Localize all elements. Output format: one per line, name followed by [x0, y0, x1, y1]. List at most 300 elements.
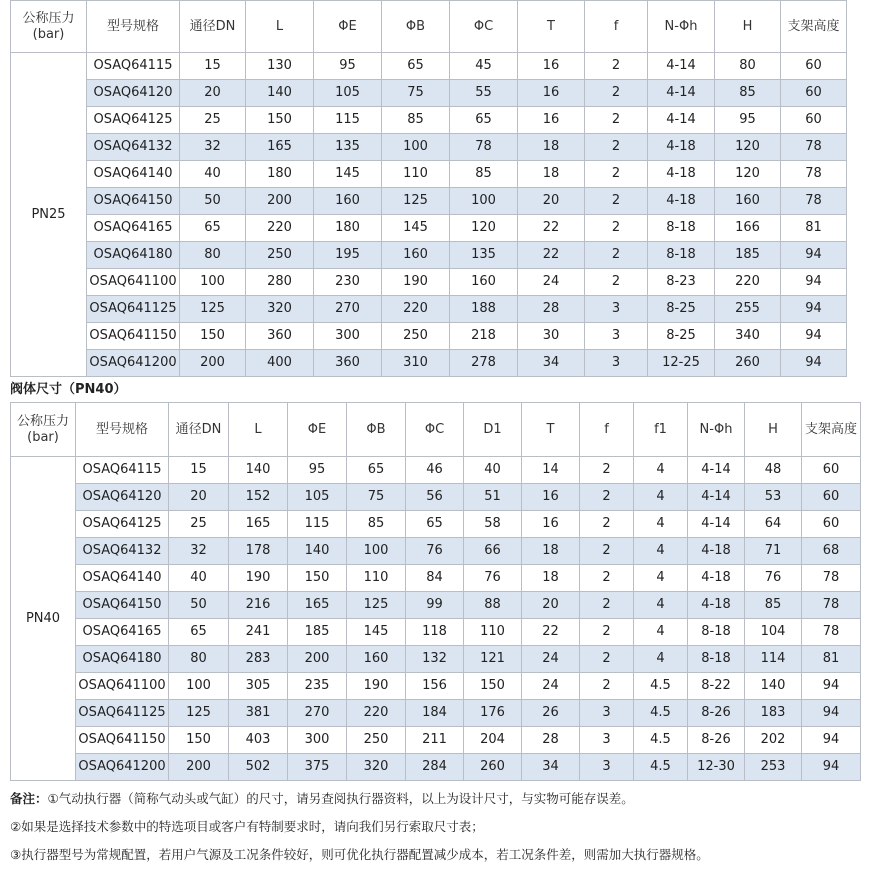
table-cell: 4.5	[634, 754, 688, 781]
table-cell: 22	[518, 215, 585, 242]
table-cell: 15	[169, 457, 229, 484]
table-cell: 250	[347, 727, 406, 754]
table-row	[11, 323, 847, 350]
table-row	[11, 646, 861, 673]
table-cell: 160	[314, 188, 382, 215]
table-cell: 255	[715, 296, 781, 323]
table-cell: 53	[745, 484, 802, 511]
table-cell: 88	[464, 592, 522, 619]
table-cell: 4-14	[688, 484, 745, 511]
table-cell: 278	[450, 350, 518, 377]
table-cell: 270	[314, 296, 382, 323]
table-cell: 250	[246, 242, 314, 269]
table-cell: 200	[169, 754, 229, 781]
column-header: 通径DN	[169, 403, 229, 457]
model-cell: OSAQ64165	[87, 215, 180, 242]
table-cell: 4-18	[688, 565, 745, 592]
table-cell: 180	[314, 215, 382, 242]
table-cell: 125	[382, 188, 450, 215]
column-header: D1	[464, 403, 522, 457]
table-cell: 185	[288, 619, 347, 646]
table-cell: 120	[715, 161, 781, 188]
table-row	[11, 727, 861, 754]
table-cell: 4	[634, 646, 688, 673]
table-cell: 85	[450, 161, 518, 188]
table-cell: 4-14	[648, 107, 715, 134]
table-row	[11, 592, 861, 619]
table-cell: 200	[288, 646, 347, 673]
table-cell: 94	[802, 673, 861, 700]
table-cell: 94	[802, 700, 861, 727]
model-cell: OSAQ64140	[76, 565, 169, 592]
table-cell: 15	[180, 53, 246, 80]
table-cell: 71	[745, 538, 802, 565]
model-cell: OSAQ641125	[87, 296, 180, 323]
model-cell: OSAQ64150	[87, 188, 180, 215]
table-row	[11, 700, 861, 727]
table-cell: 14	[522, 457, 580, 484]
table-cell: 25	[180, 107, 246, 134]
table-cell: 32	[180, 134, 246, 161]
table-cell: 403	[229, 727, 288, 754]
table-cell: 2	[580, 619, 634, 646]
table-cell: 8-18	[648, 215, 715, 242]
table-cell: 40	[169, 565, 229, 592]
column-header: ΦE	[314, 1, 382, 53]
table-cell: 65	[169, 619, 229, 646]
column-header: T	[522, 403, 580, 457]
table-cell: 121	[464, 646, 522, 673]
model-cell: OSAQ64125	[87, 107, 180, 134]
table-cell: 4-14	[648, 80, 715, 107]
table-cell: 120	[715, 134, 781, 161]
spec-document	[10, 0, 857, 781]
table-cell: 100	[450, 188, 518, 215]
table-row	[11, 80, 847, 107]
column-header: 通径DN	[180, 1, 246, 53]
table-cell: 160	[715, 188, 781, 215]
table-cell: 80	[180, 242, 246, 269]
table-cell: 94	[781, 350, 847, 377]
table-row	[11, 188, 847, 215]
table-cell: 76	[745, 565, 802, 592]
column-header: 公称压力(bar)	[11, 403, 76, 457]
table-cell: 60	[781, 107, 847, 134]
table-cell: 140	[246, 80, 314, 107]
table-cell: 100	[169, 673, 229, 700]
table-cell: 2	[580, 538, 634, 565]
table-cell: 78	[781, 161, 847, 188]
table-cell: 145	[347, 619, 406, 646]
table-cell: 16	[518, 53, 585, 80]
table-cell: 60	[781, 53, 847, 80]
table-cell: 34	[522, 754, 580, 781]
table-cell: 2	[585, 188, 648, 215]
table-cell: 284	[406, 754, 464, 781]
table-cell: 260	[464, 754, 522, 781]
table-cell: 2	[580, 511, 634, 538]
table-cell: 8-26	[688, 727, 745, 754]
table-cell: 150	[169, 727, 229, 754]
table-cell: 152	[229, 484, 288, 511]
table-cell: 2	[580, 673, 634, 700]
table-cell: 65	[347, 457, 406, 484]
table-cell: 360	[246, 323, 314, 350]
table-cell: 105	[314, 80, 382, 107]
table-cell: 2	[580, 646, 634, 673]
table-cell: 20	[180, 80, 246, 107]
table-cell: 4-18	[648, 161, 715, 188]
table-cell: 185	[715, 242, 781, 269]
table-cell: 150	[288, 565, 347, 592]
table-cell: 2	[580, 592, 634, 619]
table-cell: 100	[180, 269, 246, 296]
table-cell: 105	[288, 484, 347, 511]
table-cell: 135	[450, 242, 518, 269]
table-row	[11, 350, 847, 377]
column-header: f	[585, 1, 648, 53]
table-cell: 3	[580, 754, 634, 781]
model-cell: OSAQ64150	[76, 592, 169, 619]
model-cell: OSAQ64180	[76, 646, 169, 673]
table-cell: 50	[180, 188, 246, 215]
table-cell: 4-18	[648, 188, 715, 215]
table-cell: 4	[634, 511, 688, 538]
table-cell: 4	[634, 538, 688, 565]
table-cell: 253	[745, 754, 802, 781]
table-cell: 381	[229, 700, 288, 727]
table-cell: 4-14	[648, 53, 715, 80]
table-cell: 18	[522, 538, 580, 565]
table-cell: 8-26	[688, 700, 745, 727]
table-cell: 32	[169, 538, 229, 565]
column-header: L	[229, 403, 288, 457]
note-line-2: ②如果是选择技术参数中的特选项目或客户有特制要求时，请向我们另行索取尺寸表；	[10, 819, 484, 834]
table-cell: 78	[781, 134, 847, 161]
table-row	[11, 619, 861, 646]
table-cell: 218	[450, 323, 518, 350]
table-row	[11, 107, 847, 134]
table-cell: 28	[522, 727, 580, 754]
table-cell: 60	[802, 484, 861, 511]
table-cell: 2	[585, 107, 648, 134]
table-cell: 48	[745, 457, 802, 484]
pn40-dimension-table	[10, 402, 861, 781]
table-cell: 204	[464, 727, 522, 754]
table-cell: 100	[347, 538, 406, 565]
table-cell: 64	[745, 511, 802, 538]
table-cell: 81	[802, 646, 861, 673]
table-cell: 216	[229, 592, 288, 619]
table-cell: 4	[634, 484, 688, 511]
table-cell: 202	[745, 727, 802, 754]
table-cell: 75	[382, 80, 450, 107]
table-cell: 230	[314, 269, 382, 296]
table-cell: 165	[246, 134, 314, 161]
table-cell: 211	[406, 727, 464, 754]
notes-section	[10, 788, 880, 872]
column-header: H	[745, 403, 802, 457]
table-cell: 145	[314, 161, 382, 188]
table-cell: 3	[585, 350, 648, 377]
table-cell: 2	[585, 215, 648, 242]
table-cell: 24	[522, 673, 580, 700]
table-cell: 76	[464, 565, 522, 592]
table-cell: 18	[518, 134, 585, 161]
table-cell: 78	[802, 619, 861, 646]
table-cell: 51	[464, 484, 522, 511]
table-cell: 220	[715, 269, 781, 296]
table-cell: 320	[347, 754, 406, 781]
table-cell: 40	[464, 457, 522, 484]
table-cell: 25	[169, 511, 229, 538]
table-row	[11, 161, 847, 188]
table-cell: 65	[406, 511, 464, 538]
table-cell: 85	[382, 107, 450, 134]
table-cell: 18	[522, 565, 580, 592]
table-cell: 3	[585, 296, 648, 323]
table-cell: 4-14	[688, 511, 745, 538]
table-cell: 110	[382, 161, 450, 188]
table-cell: 156	[406, 673, 464, 700]
table-cell: 94	[781, 323, 847, 350]
table-cell: 270	[288, 700, 347, 727]
table-cell: 65	[180, 215, 246, 242]
table-cell: 76	[406, 538, 464, 565]
table-cell: 110	[347, 565, 406, 592]
column-header: ΦE	[288, 403, 347, 457]
table-cell: 280	[246, 269, 314, 296]
table-cell: 8-22	[688, 673, 745, 700]
note-line-3: ③执行器型号为常规配置，若用户气源及工况条件较好，则可优化执行器配置减少成本，若工况条件差，则需加大执行器规格。	[10, 847, 709, 862]
table-cell: 22	[518, 242, 585, 269]
table-cell: 241	[229, 619, 288, 646]
table-cell: 50	[169, 592, 229, 619]
model-cell: OSAQ64132	[87, 134, 180, 161]
table-cell: 4	[634, 457, 688, 484]
table-cell: 78	[802, 592, 861, 619]
table-cell: 310	[382, 350, 450, 377]
column-header: ΦB	[347, 403, 406, 457]
table-cell: 140	[229, 457, 288, 484]
table-cell: 305	[229, 673, 288, 700]
table-cell: 81	[781, 215, 847, 242]
table-cell: 8-18	[688, 619, 745, 646]
table-cell: 176	[464, 700, 522, 727]
table-cell: 94	[802, 754, 861, 781]
table-cell: 8-25	[648, 323, 715, 350]
table-cell: 150	[246, 107, 314, 134]
column-header: ΦB	[382, 1, 450, 53]
table-cell: 140	[745, 673, 802, 700]
table-cell: 250	[382, 323, 450, 350]
table-cell: 320	[246, 296, 314, 323]
model-cell: OSAQ641200	[87, 350, 180, 377]
table-cell: 165	[288, 592, 347, 619]
column-header: ΦC	[450, 1, 518, 53]
table-cell: 8-25	[648, 296, 715, 323]
model-cell: OSAQ641150	[76, 727, 169, 754]
table-cell: 200	[246, 188, 314, 215]
table-row	[11, 484, 861, 511]
model-cell: OSAQ64115	[87, 53, 180, 80]
model-cell: OSAQ641150	[87, 323, 180, 350]
table-cell: 160	[382, 242, 450, 269]
table-cell: 2	[585, 242, 648, 269]
table-cell: 4-18	[688, 592, 745, 619]
table-cell: 190	[347, 673, 406, 700]
table-cell: 4.5	[634, 727, 688, 754]
model-cell: OSAQ64115	[76, 457, 169, 484]
table-cell: 66	[464, 538, 522, 565]
table-cell: 235	[288, 673, 347, 700]
pressure-class-cell: PN40	[11, 457, 76, 781]
table-cell: 132	[406, 646, 464, 673]
table-cell: 85	[745, 592, 802, 619]
column-header: L	[246, 1, 314, 53]
column-header: N-Φh	[688, 403, 745, 457]
table-cell: 20	[522, 592, 580, 619]
table-cell: 104	[745, 619, 802, 646]
table-cell: 55	[450, 80, 518, 107]
table-cell: 4	[634, 619, 688, 646]
table-cell: 2	[580, 457, 634, 484]
table-cell: 2	[585, 269, 648, 296]
table-row	[11, 296, 847, 323]
table-cell: 24	[518, 269, 585, 296]
table-cell: 502	[229, 754, 288, 781]
table-cell: 130	[246, 53, 314, 80]
table-cell: 60	[802, 511, 861, 538]
table-cell: 135	[314, 134, 382, 161]
table-cell: 145	[382, 215, 450, 242]
table-cell: 200	[180, 350, 246, 377]
table-row	[11, 242, 847, 269]
table-cell: 190	[229, 565, 288, 592]
table-cell: 45	[450, 53, 518, 80]
table-cell: 28	[518, 296, 585, 323]
table-cell: 94	[781, 242, 847, 269]
table-cell: 183	[745, 700, 802, 727]
table-cell: 125	[180, 296, 246, 323]
table-cell: 95	[288, 457, 347, 484]
table-cell: 150	[180, 323, 246, 350]
table-cell: 94	[802, 727, 861, 754]
table-row	[11, 538, 861, 565]
table-cell: 3	[580, 700, 634, 727]
model-cell: OSAQ64132	[76, 538, 169, 565]
column-header: 型号规格	[87, 1, 180, 53]
model-cell: OSAQ64165	[76, 619, 169, 646]
table-cell: 20	[169, 484, 229, 511]
section-title-pn40: 阀体尺寸（PN40）	[10, 382, 127, 397]
table-cell: 8-23	[648, 269, 715, 296]
table-cell: 220	[347, 700, 406, 727]
table-cell: 20	[518, 188, 585, 215]
table-cell: 184	[406, 700, 464, 727]
column-header: 型号规格	[76, 403, 169, 457]
table-cell: 75	[347, 484, 406, 511]
table-cell: 160	[450, 269, 518, 296]
table-cell: 16	[522, 511, 580, 538]
table-cell: 300	[288, 727, 347, 754]
table-cell: 4.5	[634, 673, 688, 700]
table-cell: 115	[288, 511, 347, 538]
table-cell: 188	[450, 296, 518, 323]
table-row	[11, 754, 861, 781]
table-row	[11, 511, 861, 538]
table-cell: 3	[585, 323, 648, 350]
table-cell: 12-30	[688, 754, 745, 781]
table-cell: 160	[347, 646, 406, 673]
column-header: 公称压力(bar)	[11, 1, 87, 53]
column-header: f1	[634, 403, 688, 457]
table-cell: 190	[382, 269, 450, 296]
table-cell: 80	[169, 646, 229, 673]
table-cell: 195	[314, 242, 382, 269]
table-cell: 12-25	[648, 350, 715, 377]
column-header: 支架高度	[802, 403, 861, 457]
table-cell: 114	[745, 646, 802, 673]
model-cell: OSAQ64120	[76, 484, 169, 511]
notes-label: 备注：	[10, 791, 48, 806]
table-cell: 8-18	[688, 646, 745, 673]
column-header: f	[580, 403, 634, 457]
table-cell: 178	[229, 538, 288, 565]
table-cell: 46	[406, 457, 464, 484]
table-cell: 375	[288, 754, 347, 781]
pn25-dimension-table	[10, 0, 847, 377]
table-cell: 2	[585, 161, 648, 188]
table-cell: 58	[464, 511, 522, 538]
pressure-class-cell: PN25	[11, 53, 87, 377]
table-row	[11, 215, 847, 242]
table-cell: 22	[522, 619, 580, 646]
table-cell: 85	[347, 511, 406, 538]
table-cell: 78	[802, 565, 861, 592]
table-cell: 4-14	[688, 457, 745, 484]
table-cell: 94	[781, 269, 847, 296]
table-cell: 2	[580, 484, 634, 511]
table-cell: 2	[580, 565, 634, 592]
table-cell: 115	[314, 107, 382, 134]
table-row	[11, 134, 847, 161]
column-header: H	[715, 1, 781, 53]
column-header: T	[518, 1, 585, 53]
table-cell: 95	[314, 53, 382, 80]
model-cell: OSAQ641125	[76, 700, 169, 727]
table-cell: 125	[169, 700, 229, 727]
table-cell: 180	[246, 161, 314, 188]
column-header: N-Φh	[648, 1, 715, 53]
table-cell: 40	[180, 161, 246, 188]
table-cell: 8-18	[648, 242, 715, 269]
model-cell: OSAQ64140	[87, 161, 180, 188]
model-cell: OSAQ64125	[76, 511, 169, 538]
table-cell: 99	[406, 592, 464, 619]
table-header-row	[11, 403, 861, 457]
table-cell: 400	[246, 350, 314, 377]
table-cell: 4.5	[634, 700, 688, 727]
table-cell: 4	[634, 592, 688, 619]
table-cell: 24	[522, 646, 580, 673]
table-cell: 340	[715, 323, 781, 350]
table-cell: 125	[347, 592, 406, 619]
table-cell: 260	[715, 350, 781, 377]
table-cell: 300	[314, 323, 382, 350]
model-cell: OSAQ64180	[87, 242, 180, 269]
table-cell: 85	[715, 80, 781, 107]
